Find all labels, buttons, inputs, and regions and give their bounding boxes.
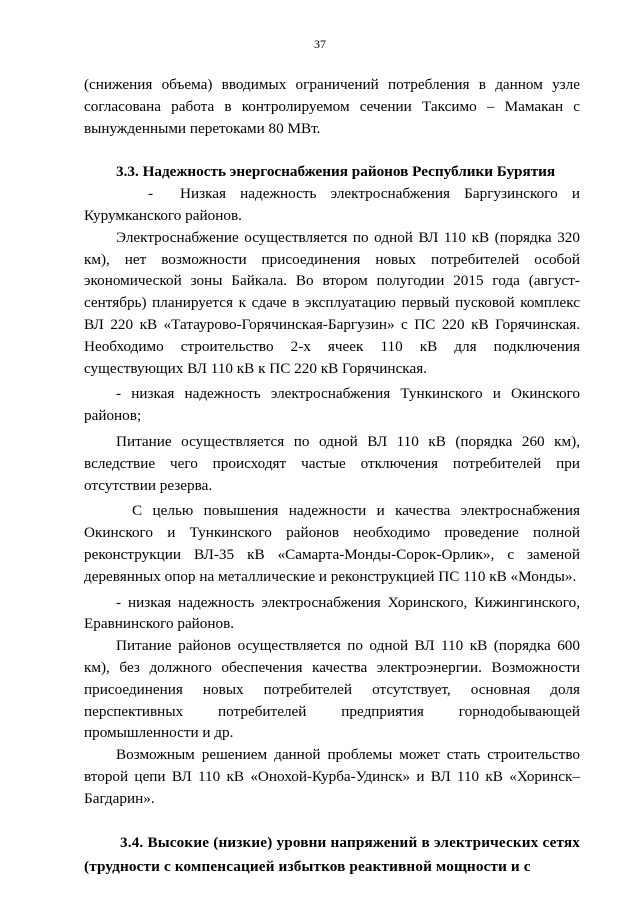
section-heading-3-3: 3.3. Надежность энергоснабжения районов Республики Бурятия [116, 163, 556, 181]
page-body [84, 74, 580, 879]
bullet-khorinsk: - низкая надежность электроснабжения Хоринского, Кижингинского, Еравнинского районов. [84, 593, 580, 633]
paragraph-bargusin-supply: Электроснабжение осуществляется по одной ВЛ 110 кВ (порядка 320 км), нет возможности присоединения новых потребителей особой экономической зоны Байкала. Во втором полугодии 2015 года (август-сентябрь) планируется к сдаче в эксплуатацию первый пусковой комплекс ВЛ 220 кВ «Татаурово-Горячинская-Баргузин» с ПС 220 кВ Горячинская. Необходимо строительство 2-х ячеек 110 кВ для подключения существующих ВЛ 110 кВ к ПС 220 кВ Горячинская. [84, 228, 580, 377]
bullet-bargusin-text: Низкая надежность электроснабжения Баргузинского и Курумканского районов. [84, 185, 580, 224]
paragraph-khorinsk-supply: Питание районов осуществляется по одной ВЛ 110 кВ (порядка 600 км), без должного обеспечения качества электроэнергии. Возможности присоединения новых потребителей отсутствует, основная доля перспективных потребителей предприятия горнодобывающей промышленности и др. [84, 637, 580, 742]
bullet-dash: - [148, 185, 154, 203]
bullet-tunka: - низкая надежность электроснабжения Тункинского и Окинского районов; [84, 385, 580, 425]
paragraph-tunka-measures: С целью повышения надежности и качества электроснабжения Окинского и Тункинского районов необходимо проведение полной реконструкции ВЛ-35 кВ «Самарта-Монды-Сорок-Орлик», с заменой деревянных опор на металлические и реконструкцией ПС 110 кВ «Монды». [84, 502, 580, 585]
paragraph-tunka-supply: Питание осуществляется по одной ВЛ 110 кВ (порядка 260 км), вследствие чего происходят частые отключения потребителей при отсутствии резерва. [84, 432, 580, 494]
paragraph-khorinsk-solution: Возможным решением данной проблемы может стать строительство второй цепи ВЛ 110 кВ «Онохой-Курба-Удинск» и ВЛ 110 кВ «Хоринск–Багдарин». [84, 746, 580, 807]
bullet-bargusin [84, 183, 580, 227]
paragraph-intro: (снижения объема) вводимых ограничений потребления в данном узле согласована работа в контролируемом сечении Таксимо – Мамакан с вынужденными перетоками 80 МВт. [84, 76, 580, 137]
page-number: 37 [314, 37, 326, 51]
section-heading-3-4: 3.4. Высокие (низкие) уровни напряжений в электрических сетях (трудности с компенсацией избытков реактивной мощности и с [84, 833, 580, 875]
